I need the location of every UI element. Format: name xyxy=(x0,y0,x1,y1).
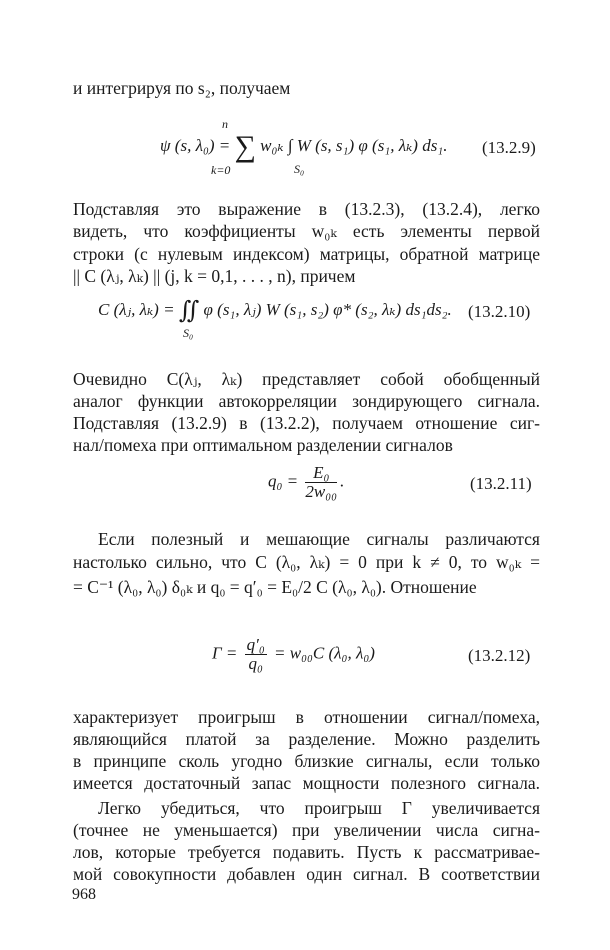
fraction-denominator: 2w₀₀ xyxy=(305,482,338,501)
sum-upper-limit: n xyxy=(222,117,228,131)
text-line: (точнее не уменьшается) при увеличении числа сигна- xyxy=(73,820,540,840)
text-line: настолько сильно, что C (λ₀, λₖ) = 0 при k ≠ 0, то w₀ₖ = xyxy=(73,552,540,572)
text-line: аналог функции автокорреляции зондирующего сигнала. xyxy=(73,391,540,411)
fraction-numerator: E₀ xyxy=(305,464,337,483)
text-line: характеризует проигрыш в отношении сигнал/помеха, xyxy=(73,707,540,727)
fraction xyxy=(305,464,337,501)
equation-end: . xyxy=(340,471,345,491)
equation-number: (13.2.12) xyxy=(468,646,531,665)
integral-domain: S₀ xyxy=(183,326,194,340)
text-line: Подставляя (13.2.9) в (13.2.2), получаем отношение сиг- xyxy=(73,413,540,433)
text-line: в принципе сколь угодно близкие сигналы, если только xyxy=(73,751,540,771)
text-line: = C⁻¹ (λ₀, λ₀) δ₀ₖ и q₀ = q′₀ = E₀/2 C (λ₀, λ₀). Отношение xyxy=(73,577,477,597)
text-line: Очевидно C(λⱼ, λₖ) представляет собой обобщенный xyxy=(73,369,540,389)
equation-number: (13.2.10) xyxy=(468,302,531,321)
text-line: лов, которые требуется подавить. Пусть к рассматривае- xyxy=(73,842,540,862)
text-line: строки (с нулевым индексом) матрицы, обратной матрице xyxy=(73,244,540,264)
sum-sign: ∑ xyxy=(234,130,256,164)
text-line: являющийся платой за разделение. Можно разделить xyxy=(73,729,540,749)
equation-number: (13.2.11) xyxy=(470,474,532,493)
equation-lhs: q₀ = xyxy=(268,471,299,491)
equation-lhs: Γ = xyxy=(212,643,238,663)
equation-lhs: ψ (s, λ₀) = xyxy=(160,136,231,155)
equation-body: w₀ₖ ∫ W (s, s₁) φ (s₁, λₖ) ds₁. xyxy=(260,136,448,155)
text-line: видеть, что коэффициенты w₀ₖ есть элементы первой xyxy=(73,221,540,241)
text-line: Легко убедиться, что проигрыш Γ увеличивается xyxy=(98,798,540,818)
equation-lhs: C (λⱼ, λₖ) = xyxy=(98,300,175,319)
page-number: 968 xyxy=(72,886,96,903)
sum-lower-limit: k=0 xyxy=(211,163,231,177)
double-integral-sign: ∬ xyxy=(178,298,200,325)
text-line: и интегрируя по s₂, получаем xyxy=(73,78,291,98)
equation-number: (13.2.9) xyxy=(482,138,536,157)
text-line: имеется достаточный запас мощности полезного сигнала. xyxy=(73,773,540,793)
equation-body: φ (s₁, λⱼ) W (s₁, s₂) φ* (s₂, λₖ) ds₁ds₂. xyxy=(203,300,452,319)
text-line: Если полезный и мешающие сигналы различаются xyxy=(98,529,540,549)
text-line: нал/помеха при оптимальном разделении сигналов xyxy=(73,435,453,455)
fraction-numerator: q′₀ xyxy=(246,635,265,654)
integral-domain: S₀ xyxy=(294,162,305,176)
text-line: Подставляя это выражение в (13.2.3), (13.2.4), легко xyxy=(73,199,540,219)
fraction xyxy=(245,636,267,673)
text-line: || C (λⱼ, λₖ) || (j, k = 0,1, . . . , n), причем xyxy=(73,266,356,286)
text-line: мой совокупности добавлен один сигнал. В соответствии xyxy=(73,864,540,884)
fraction-denominator: q₀ xyxy=(248,654,263,673)
equation-rhs: = w₀₀C (λ₀, λ₀) xyxy=(274,643,375,663)
